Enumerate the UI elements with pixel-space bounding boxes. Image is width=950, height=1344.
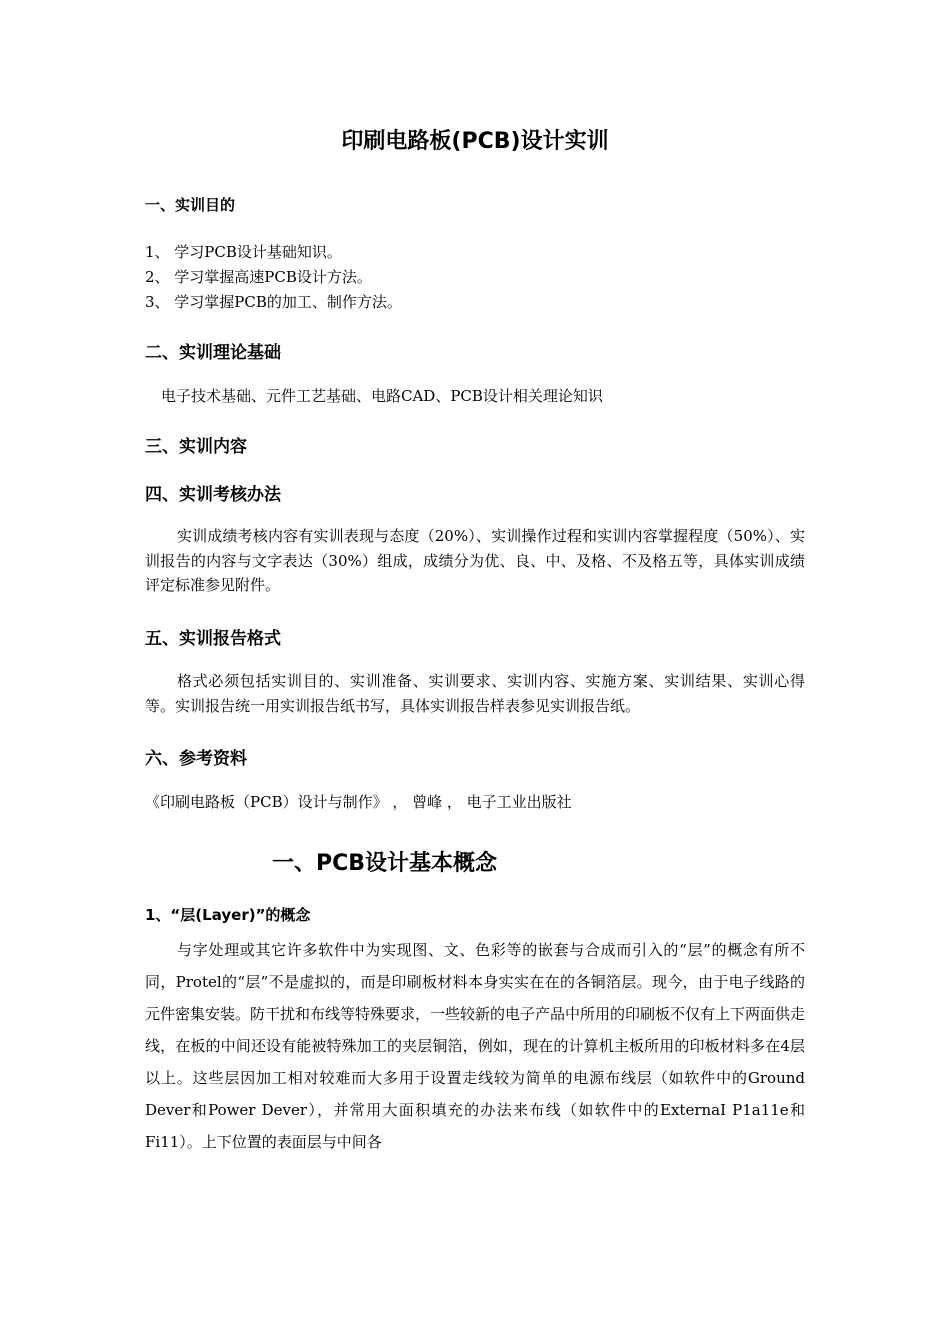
heading-training-content: 三、实训内容 bbox=[145, 437, 247, 457]
heading-assessment-method: 四、实训考核办法 bbox=[145, 485, 281, 505]
list-item: 3、 学习掌握PCB的加工、制作方法。 bbox=[145, 293, 402, 311]
heading-training-purpose: 一、实训目的 bbox=[145, 196, 236, 214]
heading-theory-basis: 二、实训理论基础 bbox=[145, 343, 281, 363]
heading-report-format: 五、实训报告格式 bbox=[145, 629, 281, 649]
assessment-paragraph: 实训成绩考核内容有实训表现与态度（20%）、实训操作过程和实训内容掌握程度（50%）、实训报告的内容与文字表达（30%）组成，成绩分为优、良、中、及格、不及格五等，具体实训成绩评定标准参见附件。 bbox=[145, 527, 805, 595]
layer-concept-paragraph: 与字处理或其它许多软件中为实现图、文、色彩等的嵌套与合成而引入的“层”的概念有所不同，Protel的“层”不是虚拟的，而是印刷板材料本身实实在在的各铜箔层。现今，由于电子线路的元件密集安装。防干扰和布线等特殊要求，一些较新的电子产品中所用的印刷板不仅有上下两面供走线，在板的中间还设有能被特殊加工的夹层铜箔，例如，现在的计算机主板所用的印板材料多在4层以上。这些层因加工相对较难而大多用于设置走线较为简单的电源布线层（如软件中的Ground Dever和Power Dever），并常用大面积填充的办法来布线（如软件中的ExternaI P1a11e和Fi11）。上下位置的表面层与中间各 bbox=[145, 941, 806, 1151]
document-title: 印刷电路板(PCB)设计实训 bbox=[341, 129, 609, 154]
chapter-title: 一、PCB设计基本概念 bbox=[272, 851, 498, 876]
heading-references: 六、参考资料 bbox=[145, 749, 247, 769]
report-format-paragraph: 格式必须包括实训目的、实训准备、实训要求、实训内容、实施方案、实训结果、实训心得等。实训报告统一用实训报告纸书写，具体实训报告样表参见实训报告纸。 bbox=[145, 672, 805, 715]
subsection-heading: 1、“层(Layer)”的概念 bbox=[145, 906, 311, 924]
theory-basis-text: 电子技术基础、元件工艺基础、电路CAD、PCB设计相关理论知识 bbox=[161, 387, 603, 405]
list-item: 2、 学习掌握高速PCB设计方法。 bbox=[145, 268, 372, 286]
list-item: 1、 学习PCB设计基础知识。 bbox=[145, 243, 342, 261]
reference-item: 《印刷电路板（PCB）设计与制作》 ， 曾峰 ， 电子工业出版社 bbox=[145, 793, 572, 811]
